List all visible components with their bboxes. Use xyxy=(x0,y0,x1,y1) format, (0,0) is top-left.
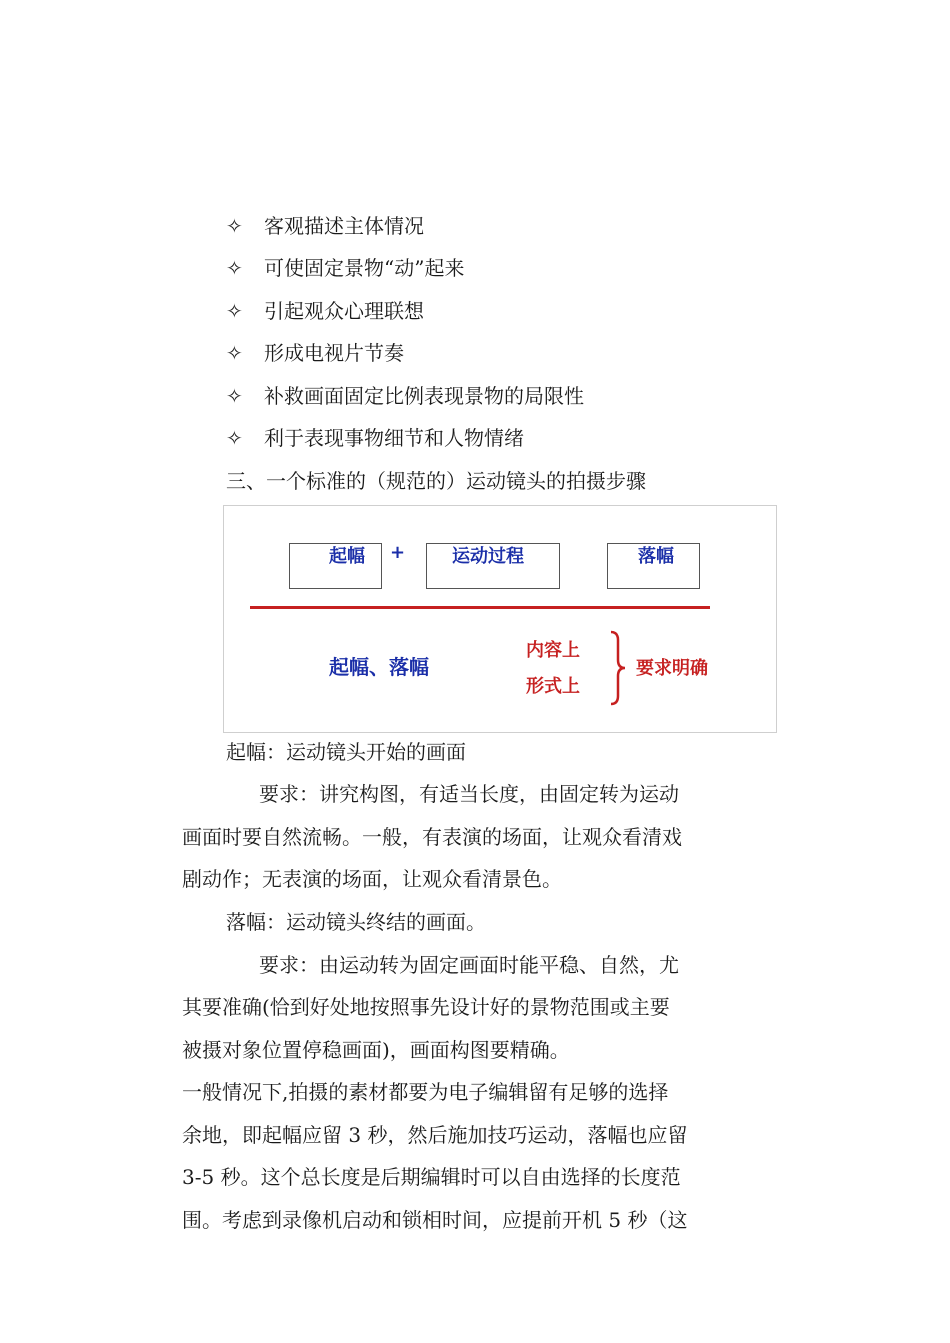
list-item-text: 客观描述主体情况 xyxy=(264,214,424,238)
star-bullet-icon: ✧ xyxy=(226,426,243,450)
star-bullet-icon: ✧ xyxy=(226,341,243,365)
content-label: 内容上 xyxy=(526,640,580,661)
list-item-text: 可使固定景物“动”起来 xyxy=(264,256,465,280)
list-item-text: 引起观众心理联想 xyxy=(264,299,424,323)
end-frame-label: 落幅 xyxy=(638,546,674,567)
general-paragraph-line: 3-5 秒。这个总长度是后期编辑时可以自由选择的长度范 xyxy=(182,1165,681,1189)
start-end-label: 起幅、落幅 xyxy=(329,655,429,679)
list-item xyxy=(226,340,404,366)
requirement-label: 要求明确 xyxy=(636,658,708,679)
curly-brace-icon xyxy=(608,630,628,706)
list-item xyxy=(226,255,464,281)
form-label: 形式上 xyxy=(526,676,580,697)
start-frame-requirement-line: 要求：讲究构图，有适当长度，由固定转为运动 xyxy=(259,782,679,806)
list-item-text: 补救画面固定比例表现景物的局限性 xyxy=(264,384,584,408)
star-bullet-icon: ✧ xyxy=(226,384,243,408)
star-bullet-icon: ✧ xyxy=(226,256,243,280)
general-paragraph-line: 余地，即起幅应留 3 秒，然后施加技巧运动，落幅也应留 xyxy=(182,1123,688,1147)
motion-process-label: 运动过程 xyxy=(452,546,524,567)
list-item xyxy=(226,298,424,324)
end-frame-requirement-line: 要求：由运动转为固定画面时能平稳、自然，尤 xyxy=(259,953,679,977)
section-heading: 三、一个标准的（规范的）运动镜头的拍摄步骤 xyxy=(226,469,646,493)
start-frame-requirement-line: 剧动作；无表演的场面，让观众看清景色。 xyxy=(182,867,562,891)
start-frame-requirement-line: 画面时要自然流畅。一般，有表演的场面，让观众看清戏 xyxy=(182,825,682,849)
divider-line xyxy=(250,606,710,609)
list-item xyxy=(226,213,424,239)
plus-sign: + xyxy=(390,542,406,563)
end-frame-requirement-line: 被摄对象位置停稳画面)，画面构图要精确。 xyxy=(182,1038,570,1062)
general-paragraph-line: 一般情况下,拍摄的素材都要为电子编辑留有足够的选择 xyxy=(182,1080,669,1104)
list-item xyxy=(226,383,584,409)
start-frame-definition: 起幅：运动镜头开始的画面 xyxy=(226,740,466,764)
end-frame-definition: 落幅：运动镜头终结的画面。 xyxy=(226,910,486,934)
star-bullet-icon: ✧ xyxy=(226,214,243,238)
list-item-text: 形成电视片节奏 xyxy=(264,341,404,365)
list-item xyxy=(226,425,524,451)
shooting-steps-figure xyxy=(223,505,777,733)
general-paragraph-line: 围。考虑到录像机启动和锁相时间，应提前开机 5 秒（这 xyxy=(182,1208,688,1232)
end-frame-requirement-line: 其要准确(恰到好处地按照事先设计好的景物范围或主要 xyxy=(182,995,670,1019)
list-item-text: 利于表现事物细节和人物情绪 xyxy=(264,426,524,450)
start-frame-label: 起幅 xyxy=(329,546,365,567)
star-bullet-icon: ✧ xyxy=(226,299,243,323)
